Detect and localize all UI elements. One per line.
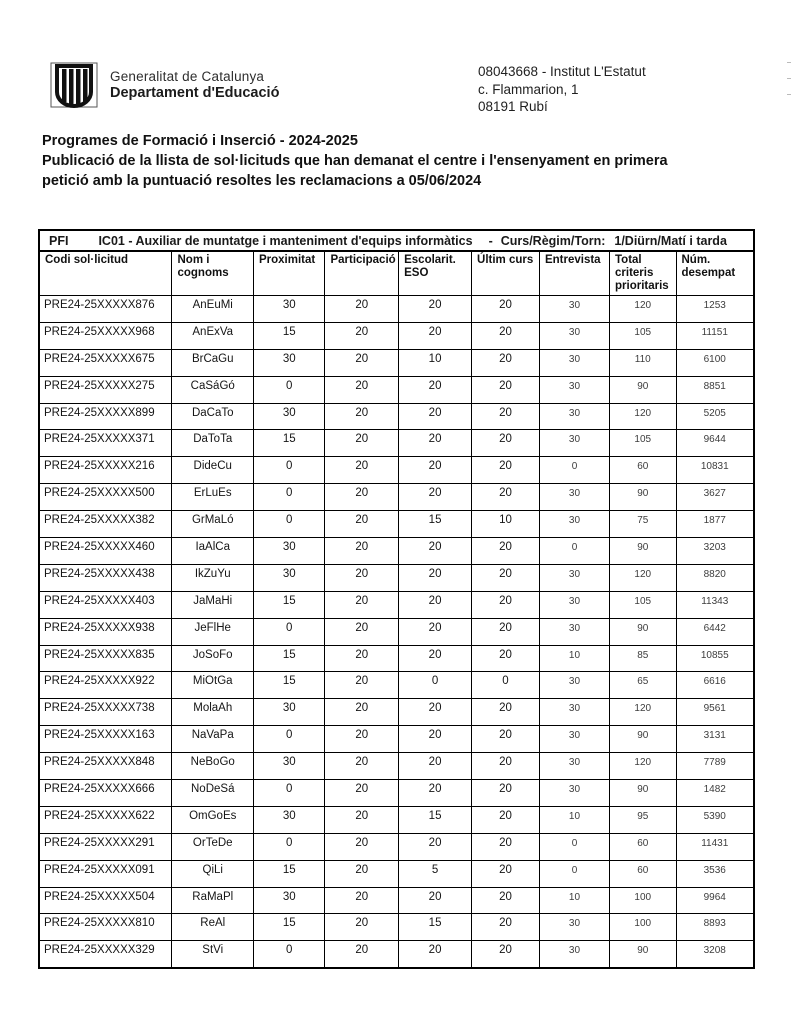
cell-total-criteris-prioritaris: 90 — [610, 780, 676, 807]
cell-participacio: 20 — [325, 403, 399, 430]
cell-participacio: 20 — [325, 484, 399, 511]
cell-nom-i-cognoms: DaToTa — [172, 430, 254, 457]
cell-escolarit-eso: 10 — [399, 349, 472, 376]
cell-entrevista: 30 — [539, 349, 609, 376]
table-row — [39, 645, 754, 672]
cell-escolarit-eso: 20 — [399, 833, 472, 860]
cell-codi-sollicitud: PRE24-25XXXXX876 — [39, 296, 172, 323]
cell-total-criteris-prioritaris: 90 — [610, 538, 676, 565]
cell-num-desempat: 3627 — [676, 484, 754, 511]
cell-ultim-curs: 20 — [472, 941, 540, 968]
generalitat-logo-icon — [50, 62, 100, 110]
cell-num-desempat: 8851 — [676, 376, 754, 403]
cell-participacio: 20 — [325, 349, 399, 376]
cell-proximitat: 30 — [253, 403, 324, 430]
cell-escolarit-eso: 20 — [399, 753, 472, 780]
torn-value: 1/Diürn/Matí i tarda — [614, 233, 727, 248]
cell-proximitat: 15 — [253, 672, 324, 699]
cell-nom-i-cognoms: RaMaPl — [172, 887, 254, 914]
cell-escolarit-eso: 20 — [399, 941, 472, 968]
cell-nom-i-cognoms: DideCu — [172, 457, 254, 484]
cell-ultim-curs: 20 — [472, 296, 540, 323]
cell-num-desempat: 6442 — [676, 618, 754, 645]
cell-num-desempat: 9644 — [676, 430, 754, 457]
cell-participacio: 20 — [325, 806, 399, 833]
cell-proximitat: 0 — [253, 511, 324, 538]
cell-ultim-curs: 20 — [472, 699, 540, 726]
cell-proximitat: 0 — [253, 833, 324, 860]
center-code-name: 08043668 - Institut L'Estatut — [478, 64, 646, 79]
cell-num-desempat: 6100 — [676, 349, 754, 376]
cell-codi-sollicitud: PRE24-25XXXXX968 — [39, 322, 172, 349]
table-row — [39, 349, 754, 376]
cell-codi-sollicitud: PRE24-25XXXXX329 — [39, 941, 172, 968]
cell-participacio: 20 — [325, 753, 399, 780]
cell-nom-i-cognoms: OrTeDe — [172, 833, 254, 860]
center-street: c. Flammarion, 1 — [478, 81, 579, 97]
table-row — [39, 914, 754, 941]
cell-entrevista: 30 — [539, 753, 609, 780]
table-row — [39, 780, 754, 807]
cell-num-desempat: 11343 — [676, 591, 754, 618]
cell-nom-i-cognoms: CaSáGó — [172, 376, 254, 403]
cell-num-desempat: 10855 — [676, 645, 754, 672]
cell-total-criteris-prioritaris: 90 — [610, 376, 676, 403]
org-name-line2: Departament d'Educació — [110, 85, 280, 101]
cell-proximitat: 0 — [253, 780, 324, 807]
band-separator: - — [488, 233, 493, 248]
cell-nom-i-cognoms: BrCaGu — [172, 349, 254, 376]
cell-ultim-curs: 20 — [472, 591, 540, 618]
table-row — [39, 322, 754, 349]
cell-participacio: 20 — [325, 591, 399, 618]
cell-proximitat: 30 — [253, 699, 324, 726]
cell-ultim-curs: 20 — [472, 564, 540, 591]
cell-total-criteris-prioritaris: 60 — [610, 833, 676, 860]
cell-proximitat: 0 — [253, 726, 324, 753]
cell-num-desempat: 7789 — [676, 753, 754, 780]
table-row — [39, 296, 754, 323]
page-title-block — [42, 131, 757, 191]
cell-participacio: 20 — [325, 672, 399, 699]
cell-entrevista: 30 — [539, 376, 609, 403]
cell-escolarit-eso: 20 — [399, 699, 472, 726]
cell-proximitat: 0 — [253, 618, 324, 645]
cell-codi-sollicitud: PRE24-25XXXXX275 — [39, 376, 172, 403]
applications-table-wrap — [38, 229, 755, 969]
cell-num-desempat: 5205 — [676, 403, 754, 430]
cell-nom-i-cognoms: DaCaTo — [172, 403, 254, 430]
cell-nom-i-cognoms: JaMaHi — [172, 591, 254, 618]
org-name-block — [110, 68, 279, 102]
cell-entrevista: 30 — [539, 322, 609, 349]
cell-proximitat: 30 — [253, 296, 324, 323]
cell-participacio: 20 — [325, 322, 399, 349]
cell-codi-sollicitud: PRE24-25XXXXX675 — [39, 349, 172, 376]
table-row — [39, 618, 754, 645]
cell-participacio: 20 — [325, 699, 399, 726]
cell-nom-i-cognoms: NoDeSá — [172, 780, 254, 807]
cell-entrevista: 0 — [539, 538, 609, 565]
cell-participacio: 20 — [325, 645, 399, 672]
cell-total-criteris-prioritaris: 90 — [610, 484, 676, 511]
cell-total-criteris-prioritaris: 120 — [610, 296, 676, 323]
cell-proximitat: 15 — [253, 645, 324, 672]
cell-entrevista: 30 — [539, 726, 609, 753]
cell-codi-sollicitud: PRE24-25XXXXX403 — [39, 591, 172, 618]
cell-participacio: 20 — [325, 538, 399, 565]
cell-total-criteris-prioritaris: 120 — [610, 699, 676, 726]
cell-nom-i-cognoms: JoSoFo — [172, 645, 254, 672]
cell-ultim-curs: 20 — [472, 887, 540, 914]
center-address-block — [478, 63, 646, 116]
cell-codi-sollicitud: PRE24-25XXXXX163 — [39, 726, 172, 753]
cell-escolarit-eso: 20 — [399, 296, 472, 323]
cell-total-criteris-prioritaris: 110 — [610, 349, 676, 376]
cell-codi-sollicitud: PRE24-25XXXXX848 — [39, 753, 172, 780]
cell-nom-i-cognoms: NeBoGo — [172, 753, 254, 780]
cell-escolarit-eso: 15 — [399, 511, 472, 538]
table-row — [39, 376, 754, 403]
cell-entrevista: 30 — [539, 914, 609, 941]
cell-participacio: 20 — [325, 780, 399, 807]
cell-codi-sollicitud: PRE24-25XXXXX216 — [39, 457, 172, 484]
cell-total-criteris-prioritaris: 85 — [610, 645, 676, 672]
cell-nom-i-cognoms: StVi — [172, 941, 254, 968]
cell-num-desempat: 8893 — [676, 914, 754, 941]
cell-participacio: 20 — [325, 296, 399, 323]
cell-codi-sollicitud: PRE24-25XXXXX666 — [39, 780, 172, 807]
document-header — [50, 60, 755, 114]
cell-total-criteris-prioritaris: 90 — [610, 618, 676, 645]
cell-escolarit-eso: 20 — [399, 457, 472, 484]
page-title: Programes de Formació i Inserció - 2024-2025 — [42, 133, 358, 149]
cell-total-criteris-prioritaris: 95 — [610, 806, 676, 833]
cell-proximitat: 15 — [253, 430, 324, 457]
cell-entrevista: 10 — [539, 806, 609, 833]
cell-total-criteris-prioritaris: 120 — [610, 403, 676, 430]
table-row — [39, 941, 754, 968]
cell-nom-i-cognoms: GrMaLó — [172, 511, 254, 538]
cell-proximitat: 0 — [253, 484, 324, 511]
cell-participacio: 20 — [325, 860, 399, 887]
table-row — [39, 511, 754, 538]
cell-ultim-curs: 20 — [472, 833, 540, 860]
cell-ultim-curs: 20 — [472, 403, 540, 430]
applications-table — [38, 229, 755, 969]
cell-total-criteris-prioritaris: 105 — [610, 591, 676, 618]
cell-ultim-curs: 20 — [472, 726, 540, 753]
cell-nom-i-cognoms: IaAlCa — [172, 538, 254, 565]
crop-mark — [787, 62, 791, 63]
cell-ultim-curs: 20 — [472, 430, 540, 457]
cell-ultim-curs: 20 — [472, 538, 540, 565]
cell-ultim-curs: 20 — [472, 780, 540, 807]
cell-escolarit-eso: 20 — [399, 591, 472, 618]
torn-label: Curs/Règim/Torn: — [500, 233, 606, 248]
cell-codi-sollicitud: PRE24-25XXXXX738 — [39, 699, 172, 726]
cell-entrevista: 10 — [539, 887, 609, 914]
table-row — [39, 699, 754, 726]
cell-total-criteris-prioritaris: 100 — [610, 914, 676, 941]
cell-escolarit-eso: 15 — [399, 914, 472, 941]
cell-nom-i-cognoms: AnEuMi — [172, 296, 254, 323]
table-row — [39, 887, 754, 914]
cell-num-desempat: 9561 — [676, 699, 754, 726]
program-course-title: IC01 - Auxiliar de muntatge i manteniment d'equips informàtics — [98, 233, 473, 248]
table-row — [39, 726, 754, 753]
cell-proximitat: 30 — [253, 806, 324, 833]
cell-proximitat: 0 — [253, 941, 324, 968]
cell-entrevista: 30 — [539, 296, 609, 323]
cell-nom-i-cognoms: MiOtGa — [172, 672, 254, 699]
cell-ultim-curs: 20 — [472, 806, 540, 833]
cell-proximitat: 15 — [253, 322, 324, 349]
column-header-ultim-curs: Últim curs — [472, 251, 540, 296]
cell-num-desempat: 1877 — [676, 511, 754, 538]
cell-participacio: 20 — [325, 914, 399, 941]
page-subtitle-line1: Publicació de la llista de sol·licituds que han demanat el centre i l'ensenyament en primera — [42, 153, 668, 169]
cell-escolarit-eso: 20 — [399, 726, 472, 753]
program-band-row — [39, 230, 754, 251]
cell-total-criteris-prioritaris: 65 — [610, 672, 676, 699]
cell-num-desempat: 9964 — [676, 887, 754, 914]
table-row — [39, 591, 754, 618]
cell-proximitat: 30 — [253, 564, 324, 591]
cell-total-criteris-prioritaris: 60 — [610, 457, 676, 484]
table-row — [39, 538, 754, 565]
cell-ultim-curs: 20 — [472, 645, 540, 672]
cell-nom-i-cognoms: MolaAh — [172, 699, 254, 726]
cell-codi-sollicitud: PRE24-25XXXXX382 — [39, 511, 172, 538]
cell-proximitat: 15 — [253, 914, 324, 941]
cell-nom-i-cognoms: QiLi — [172, 860, 254, 887]
cell-entrevista: 30 — [539, 484, 609, 511]
cell-entrevista: 30 — [539, 780, 609, 807]
cell-participacio: 20 — [325, 833, 399, 860]
cell-total-criteris-prioritaris: 60 — [610, 860, 676, 887]
cell-total-criteris-prioritaris: 120 — [610, 753, 676, 780]
cell-entrevista: 30 — [539, 430, 609, 457]
cell-proximitat: 30 — [253, 349, 324, 376]
cell-escolarit-eso: 20 — [399, 538, 472, 565]
cell-num-desempat: 6616 — [676, 672, 754, 699]
column-header-nom-i-cognoms: Nom i cognoms — [172, 251, 254, 296]
cell-proximitat: 30 — [253, 753, 324, 780]
cell-nom-i-cognoms: ReAl — [172, 914, 254, 941]
cell-ultim-curs: 10 — [472, 511, 540, 538]
cell-nom-i-cognoms: JeFlHe — [172, 618, 254, 645]
table-row — [39, 430, 754, 457]
page-subtitle-line2: petició amb la puntuació resoltes les reclamacions a 05/06/2024 — [42, 173, 482, 189]
cell-ultim-curs: 20 — [472, 457, 540, 484]
cell-proximitat: 30 — [253, 538, 324, 565]
cell-escolarit-eso: 20 — [399, 376, 472, 403]
cell-entrevista: 30 — [539, 591, 609, 618]
cell-nom-i-cognoms: AnExVa — [172, 322, 254, 349]
cell-participacio: 20 — [325, 457, 399, 484]
cell-ultim-curs: 20 — [472, 914, 540, 941]
cell-codi-sollicitud: PRE24-25XXXXX291 — [39, 833, 172, 860]
cell-entrevista: 0 — [539, 457, 609, 484]
cell-num-desempat: 11151 — [676, 322, 754, 349]
cell-codi-sollicitud: PRE24-25XXXXX622 — [39, 806, 172, 833]
cell-ultim-curs: 20 — [472, 376, 540, 403]
cell-escolarit-eso: 20 — [399, 564, 472, 591]
column-header-entrevista: Entrevista — [539, 251, 609, 296]
cell-escolarit-eso: 20 — [399, 887, 472, 914]
cell-nom-i-cognoms: IkZuYu — [172, 564, 254, 591]
cell-escolarit-eso: 5 — [399, 860, 472, 887]
cell-codi-sollicitud: PRE24-25XXXXX504 — [39, 887, 172, 914]
table-row — [39, 457, 754, 484]
cell-codi-sollicitud: PRE24-25XXXXX938 — [39, 618, 172, 645]
column-header-participacio: Participació — [325, 251, 399, 296]
cell-proximitat: 15 — [253, 860, 324, 887]
cell-nom-i-cognoms: OmGoEs — [172, 806, 254, 833]
cell-participacio: 20 — [325, 726, 399, 753]
column-header-row — [39, 251, 754, 296]
cell-escolarit-eso: 15 — [399, 806, 472, 833]
cell-entrevista: 30 — [539, 403, 609, 430]
cell-entrevista: 10 — [539, 645, 609, 672]
cell-total-criteris-prioritaris: 100 — [610, 887, 676, 914]
cell-num-desempat: 8820 — [676, 564, 754, 591]
cell-entrevista: 0 — [539, 833, 609, 860]
column-header-codi-sollicitud: Codi sol·licitud — [39, 251, 172, 296]
program-type-label: PFI — [49, 233, 69, 248]
cell-codi-sollicitud: PRE24-25XXXXX922 — [39, 672, 172, 699]
column-header-total-criteris-prioritaris: Total criteris prioritaris — [610, 251, 676, 296]
table-row — [39, 484, 754, 511]
cell-escolarit-eso: 0 — [399, 672, 472, 699]
cell-num-desempat: 11431 — [676, 833, 754, 860]
cell-total-criteris-prioritaris: 90 — [610, 941, 676, 968]
cell-proximitat: 15 — [253, 591, 324, 618]
cell-num-desempat: 3203 — [676, 538, 754, 565]
cell-participacio: 20 — [325, 887, 399, 914]
cell-num-desempat: 1482 — [676, 780, 754, 807]
cell-num-desempat: 5390 — [676, 806, 754, 833]
column-header-proximitat: Proximitat — [253, 251, 324, 296]
cell-entrevista: 30 — [539, 564, 609, 591]
cell-entrevista: 30 — [539, 941, 609, 968]
cell-entrevista: 30 — [539, 672, 609, 699]
cell-escolarit-eso: 20 — [399, 645, 472, 672]
cell-entrevista: 30 — [539, 618, 609, 645]
cell-codi-sollicitud: PRE24-25XXXXX899 — [39, 403, 172, 430]
cell-codi-sollicitud: PRE24-25XXXXX835 — [39, 645, 172, 672]
cell-proximitat: 0 — [253, 376, 324, 403]
center-city: 08191 Rubí — [478, 99, 548, 114]
table-row — [39, 672, 754, 699]
cell-total-criteris-prioritaris: 120 — [610, 564, 676, 591]
cell-total-criteris-prioritaris: 105 — [610, 430, 676, 457]
cell-entrevista: 30 — [539, 699, 609, 726]
program-band — [39, 230, 754, 251]
table-row — [39, 860, 754, 887]
cell-entrevista: 0 — [539, 860, 609, 887]
cell-entrevista: 30 — [539, 511, 609, 538]
table-row — [39, 806, 754, 833]
cell-total-criteris-prioritaris: 105 — [610, 322, 676, 349]
cell-ultim-curs: 20 — [472, 753, 540, 780]
table-row — [39, 753, 754, 780]
cell-escolarit-eso: 20 — [399, 322, 472, 349]
cell-participacio: 20 — [325, 376, 399, 403]
cell-escolarit-eso: 20 — [399, 430, 472, 457]
cell-codi-sollicitud: PRE24-25XXXXX438 — [39, 564, 172, 591]
cell-escolarit-eso: 20 — [399, 780, 472, 807]
cell-total-criteris-prioritaris: 75 — [610, 511, 676, 538]
cell-ultim-curs: 20 — [472, 860, 540, 887]
cell-proximitat: 30 — [253, 887, 324, 914]
cell-proximitat: 0 — [253, 457, 324, 484]
cell-total-criteris-prioritaris: 90 — [610, 726, 676, 753]
column-header-escolarit-eso: Escolarit. ESO — [399, 251, 472, 296]
cell-escolarit-eso: 20 — [399, 618, 472, 645]
cell-nom-i-cognoms: NaVaPa — [172, 726, 254, 753]
cell-codi-sollicitud: PRE24-25XXXXX371 — [39, 430, 172, 457]
cell-ultim-curs: 20 — [472, 349, 540, 376]
table-row — [39, 833, 754, 860]
crop-mark — [787, 78, 791, 79]
cell-ultim-curs: 20 — [472, 484, 540, 511]
cell-num-desempat: 3131 — [676, 726, 754, 753]
cell-num-desempat: 1253 — [676, 296, 754, 323]
cell-participacio: 20 — [325, 564, 399, 591]
cell-ultim-curs: 0 — [472, 672, 540, 699]
cell-num-desempat: 3208 — [676, 941, 754, 968]
org-name-line1: Generalitat de Catalunya — [110, 69, 265, 84]
cell-participacio: 20 — [325, 511, 399, 538]
cell-escolarit-eso: 20 — [399, 403, 472, 430]
cell-escolarit-eso: 20 — [399, 484, 472, 511]
cell-participacio: 20 — [325, 941, 399, 968]
cell-ultim-curs: 20 — [472, 618, 540, 645]
crop-mark — [787, 94, 791, 95]
cell-codi-sollicitud: PRE24-25XXXXX500 — [39, 484, 172, 511]
column-header-num-desempat: Núm. desempat — [676, 251, 754, 296]
cell-participacio: 20 — [325, 618, 399, 645]
cell-participacio: 20 — [325, 430, 399, 457]
cell-codi-sollicitud: PRE24-25XXXXX460 — [39, 538, 172, 565]
cell-num-desempat: 10831 — [676, 457, 754, 484]
cell-codi-sollicitud: PRE24-25XXXXX091 — [39, 860, 172, 887]
table-row — [39, 403, 754, 430]
cell-num-desempat: 3536 — [676, 860, 754, 887]
cell-nom-i-cognoms: ErLuEs — [172, 484, 254, 511]
cell-codi-sollicitud: PRE24-25XXXXX810 — [39, 914, 172, 941]
cell-ultim-curs: 20 — [472, 322, 540, 349]
table-row — [39, 564, 754, 591]
